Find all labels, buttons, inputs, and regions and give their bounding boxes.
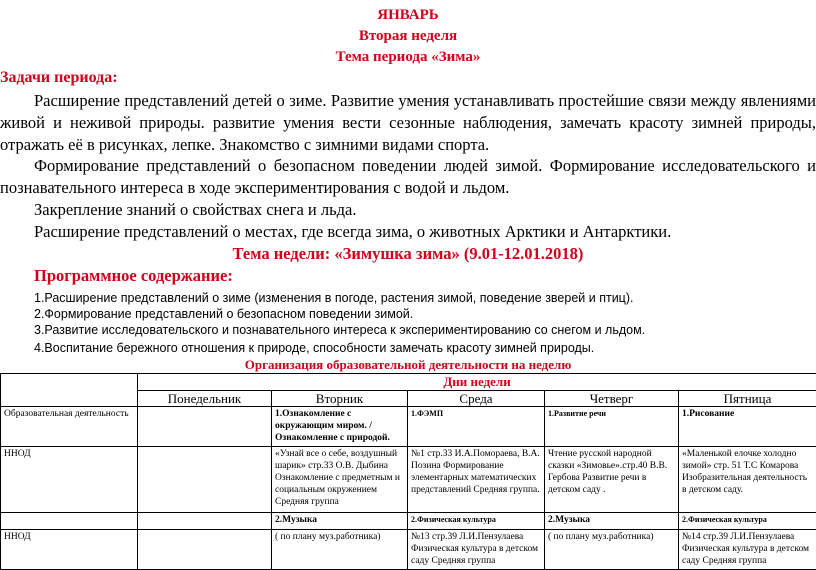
day-header: Понедельник [138, 391, 272, 407]
table-cell: 1.ФЭМП [408, 407, 545, 447]
program-item: 1.Расширение представлений о зиме (изменения в погоде, растения зимой, поведение зверей и птиц). [34, 290, 633, 306]
schedule-table [0, 373, 816, 570]
table-cell [138, 447, 272, 513]
program-item: 4.Воспитание бережного отношения к природе, способности замечать красоту зимней природы. [34, 340, 594, 356]
table-cell: №1 стр.33 И.А.Помораева, В.А. Позина Формирование элементарных математических представлений Средняя группа. [408, 447, 545, 513]
table-cell: 1.Развитие речи [545, 407, 679, 447]
table-cell [138, 530, 272, 570]
table-cell: 2.Физическая культура [408, 513, 545, 530]
task-paragraph: Формирование представлений о безопасном поведении людей зимой. Формирование исследовательского и познавательного интереса в ходе экспериментирования с водой и льдом. [0, 155, 816, 199]
period-theme: Тема периода «Зима» [0, 46, 816, 68]
row-label: ННОД [1, 530, 138, 570]
table-cell: №13 стр.39 Л.И.Пензулаева Физическая культура в детском саду Средняя группа [408, 530, 545, 570]
table-cell: 1.Ознакомление с окружающим миром. /Ознакомление с природой. [272, 407, 408, 447]
table-cell: Чтение русской народной сказки «Зимовье».стр.40 В.В. Гербова Развитие речи в детском саду . [545, 447, 679, 513]
table-cell: «Узнай все о себе, воздушный шарик» стр.33 О.В. Дыбина Ознакомление с предметным и социальным окружением Средняя группа [272, 447, 408, 513]
table-corner [1, 374, 138, 407]
table-cell [138, 407, 272, 447]
week-theme: Тема недели: «Зимушка зима» (9.01-12.01.2018) [0, 244, 816, 264]
table-cell: 2.Музыка [272, 513, 408, 530]
program-item: 2.Формирование представлений о безопасном поведении зимой. [34, 306, 413, 322]
task-paragraph: Расширение представлений о местах, где всегда зима, о животных Арктики и Антарктики. [34, 221, 816, 243]
task-paragraph: Расширение представлений детей о зиме. Развитие умения устанавливать простейшие связи между явлениями живой и неживой природы. развитие умения вести сезонные наблюдения, замечать красоту зимней природы, отражать её в рисунках, лепке. Знакомство с зимними видами спорта. [0, 90, 816, 156]
table-cell: ( по плану муз.работника) [272, 530, 408, 570]
table-cell: №14 стр.39 Л.И.Пензулаева Физическая культура в детском саду Средняя группа [679, 530, 816, 570]
day-header: Вторник [272, 391, 408, 407]
table-cell: «Маленькой елочке холодно зимой» стр. 51 Т.С Комарова Изобразительная деятельность в детском саду. [679, 447, 816, 513]
task-paragraph: Закрепление знаний о свойствах снега и льда. [34, 199, 816, 221]
table-row [1, 447, 816, 513]
table-cell: ( по плану муз.работника) [545, 530, 679, 570]
row-label: Образовательная деятельность [1, 407, 138, 447]
program-item: 3.Развитие исследовательского и познавательного интереса к экспериментированию со снегом и льдом. [34, 322, 645, 338]
table-row [1, 530, 816, 570]
tasks-title: Задачи периода: [0, 69, 118, 87]
row-label: ННОД [1, 447, 138, 513]
table-row [1, 513, 816, 530]
row-label [1, 513, 138, 530]
day-header: Среда [408, 391, 545, 407]
table-cell: 1.Рисование [679, 407, 816, 447]
table-row [1, 407, 816, 447]
table-cell [138, 513, 272, 530]
month-title: ЯНВАРЬ [0, 4, 816, 26]
week-title: Вторая неделя [0, 25, 816, 47]
program-title: Программное содержание: [34, 266, 233, 286]
table-cell: 2.Физическая культура [679, 513, 816, 530]
organization-title: Организация образовательной деятельности на неделю [0, 357, 816, 373]
day-header: Пятница [679, 391, 816, 407]
day-header: Четверг [545, 391, 679, 407]
table-cell: 2.Музыка [545, 513, 679, 530]
table-row [1, 374, 816, 391]
days-title: Дни недели [138, 374, 816, 391]
